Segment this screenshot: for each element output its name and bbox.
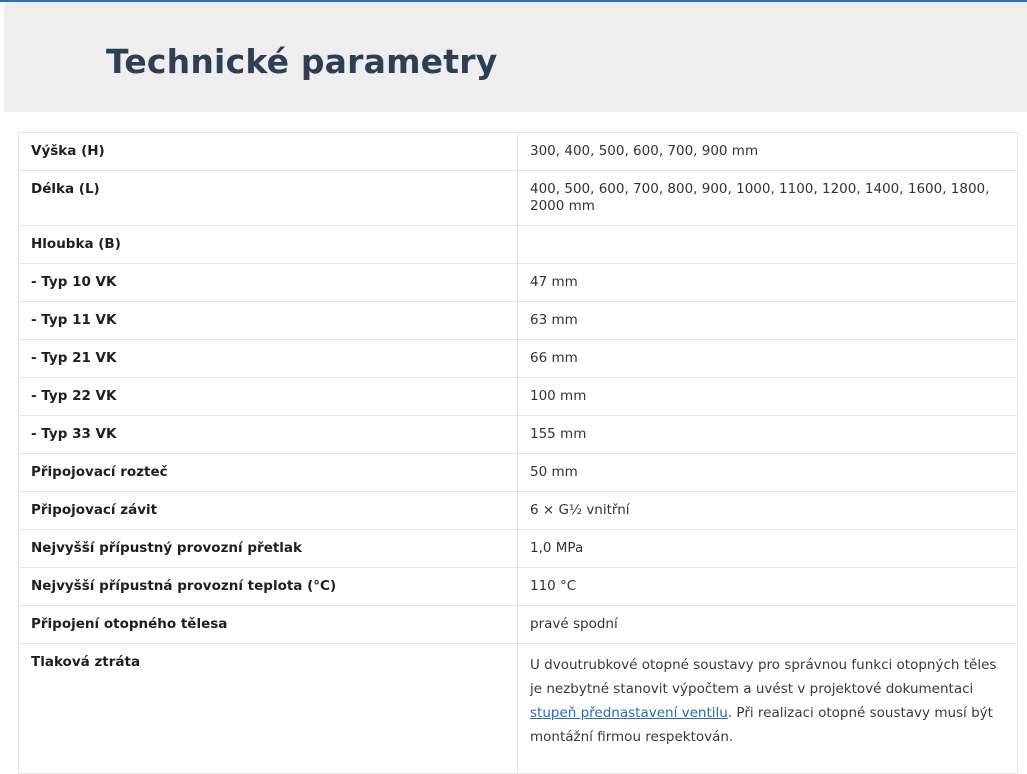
param-value: 110 °C xyxy=(518,568,1018,606)
table-row xyxy=(19,530,1018,568)
page-title: Technické parametry xyxy=(106,42,498,81)
table-row xyxy=(19,454,1018,492)
table-row xyxy=(19,492,1018,530)
param-value: 47 mm xyxy=(518,264,1018,302)
table-row xyxy=(19,378,1018,416)
param-label: - Typ 10 VK xyxy=(19,264,518,302)
param-label: Připojovací závit xyxy=(19,492,518,530)
table-row xyxy=(19,606,1018,644)
param-label: - Typ 33 VK xyxy=(19,416,518,454)
param-label: Hloubka (B) xyxy=(19,226,518,264)
param-value: 6 × G½ vnitřní xyxy=(518,492,1018,530)
table-row-pressure-loss xyxy=(19,644,1018,774)
param-value: 300, 400, 500, 600, 700, 900 mm xyxy=(518,133,1018,171)
param-label: Délka (L) xyxy=(19,171,518,226)
param-value: 63 mm xyxy=(518,302,1018,340)
param-label: Nejvyšší přípustný provozní přetlak xyxy=(19,530,518,568)
param-label: Tlaková ztráta xyxy=(19,644,518,774)
param-label: Výška (H) xyxy=(19,133,518,171)
param-value: 155 mm xyxy=(518,416,1018,454)
param-label: - Typ 21 VK xyxy=(19,340,518,378)
table-row xyxy=(19,568,1018,606)
table-row xyxy=(19,171,1018,226)
pressure-loss-description xyxy=(518,644,1018,774)
table-row xyxy=(19,302,1018,340)
param-label: Nejvyšší přípustná provozní teplota (°C) xyxy=(19,568,518,606)
param-label: - Typ 11 VK xyxy=(19,302,518,340)
table-row xyxy=(19,133,1018,171)
param-value: 66 mm xyxy=(518,340,1018,378)
param-label: Připojovací rozteč xyxy=(19,454,518,492)
param-value: 1,0 MPa xyxy=(518,530,1018,568)
param-value: 50 mm xyxy=(518,454,1018,492)
technical-parameters-table xyxy=(18,132,1018,774)
pressure-loss-text-after: . Při realizaci otopné soustavy musí být montážní firmou respektován. xyxy=(530,705,993,745)
param-value xyxy=(518,226,1018,264)
table-row xyxy=(19,340,1018,378)
param-label: Připojení otopného tělesa xyxy=(19,606,518,644)
valve-presetting-link[interactable]: stupeň přednastavení ventilu xyxy=(530,705,728,721)
pressure-loss-text-before: U dvoutrubkové otopné soustavy pro správnou funkci otopných těles je nezbytné stanovit výpočtem a uvést v projektové dokumentaci xyxy=(530,657,997,697)
param-value: 400, 500, 600, 700, 800, 900, 1000, 1100, 1200, 1400, 1600, 1800, 2000 mm xyxy=(518,171,1018,226)
table-row xyxy=(19,226,1018,264)
param-value: pravé spodní xyxy=(518,606,1018,644)
table-row xyxy=(19,264,1018,302)
param-value: 100 mm xyxy=(518,378,1018,416)
table-row xyxy=(19,416,1018,454)
param-label: - Typ 22 VK xyxy=(19,378,518,416)
